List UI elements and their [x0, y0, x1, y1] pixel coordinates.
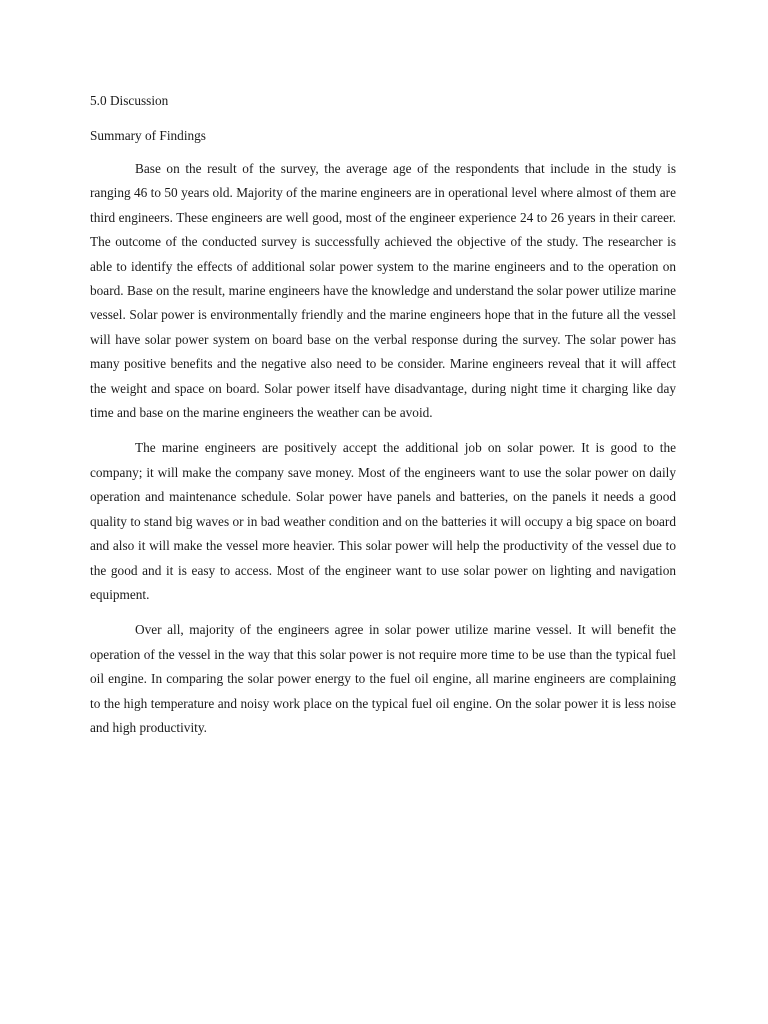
paragraph-2: The marine engineers are positively accept the additional job on solar power. It is good to the company; it will make the company save money. Most of the engineers want to use the solar power on daily operation and maintenance schedule. Solar power have panels and batteries, on the panels it needs a good quality to stand big waves or in bad weather condition and on the batteries it will occupy a big space on board and also it will make the vessel more heavier. This solar power will help the productivity of the vessel due to the good and it is easy to access. Most of the engineer want to use solar power on lighting and navigation equipment. [90, 440, 676, 602]
subsection-title: Summary of Findings [90, 128, 206, 143]
paragraph-3: Over all, majority of the engineers agree in solar power utilize marine vessel. It will benefit the operation of the vessel in the way that this solar power is not require more time to be use than the typical fuel oil engine. In comparing the solar power energy to the fuel oil engine, all marine engineers are complaining to the high temperature and noisy work place on the typical fuel oil engine. On the solar power it is less noise and high productivity. [90, 622, 676, 735]
section-title: 5.0 Discussion [90, 93, 169, 108]
paragraph-1: Base on the result of the survey, the average age of the respondents that include in the study is ranging 46 to 50 years old. Majority of the marine engineers are in operational level where almost of them are third engineers. These engineers are well good, most of the engineer experience 24 to 26 years in their career. The outcome of the conducted survey is successfully achieved the objective of the study. The researcher is able to identify the effects of additional solar power system to the marine engineers and to the operation on board. Base on the result, marine engineers have the knowledge and understand the solar power utilize marine vessel. Solar power is environmentally friendly and the marine engineers hope that in the future all the vessel will have solar power system on board base on the verbal response during the survey. The solar power has many positive benefits and the negative also need to be consider. Marine engineers reveal that it will affect the weight and space on board. Solar power itself have disadvantage, during night time it charging like day time and base on the marine engineers the weather can be avoid. [90, 161, 676, 421]
document-body [90, 91, 676, 740]
